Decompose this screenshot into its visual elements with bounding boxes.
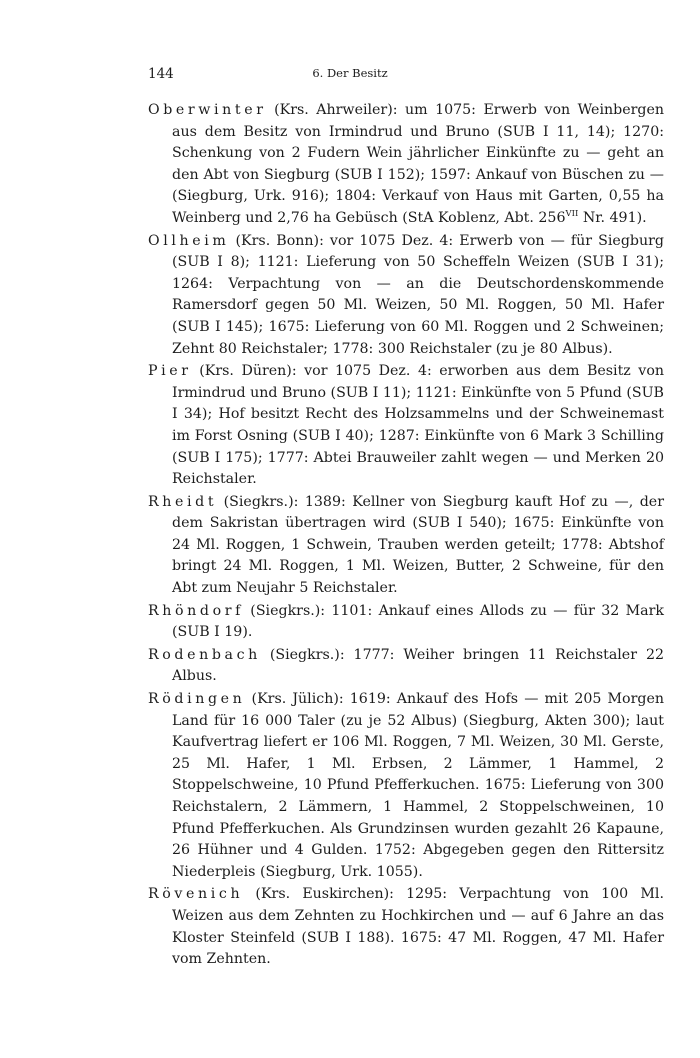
entry-roevenich — [148, 884, 664, 970]
entry-rhoendorf — [148, 601, 664, 644]
page-number: 144 — [148, 66, 174, 82]
entry-roedingen — [148, 689, 664, 883]
entry-text: (Krs. Ahrweiler): um 1075: Erwerb von Weinbergen aus dem Besitz von Irmindrud und Bruno (SUB I 11, 14); 1270: Schenkung von 2 Fudern Wein jährlicher Einkünfte zu — geht an den Abt von Siegburg (SUB I 152); 1597: Ankauf von Büschen zu — (Siegburg, Urk. 916); 1804: Verkauf von Haus mit Garten, 0,55 ha Weinberg und 2,76 ha Gebüsch (StA Koblenz, Abt. 256 — [172, 102, 665, 226]
entry-text: (Siegkrs.): 1101: Ankauf eines Allods zu — für 32 Mark (SUB I 19). — [172, 602, 664, 641]
entry-rheidt — [148, 492, 664, 600]
entry-oberwinter — [148, 100, 664, 230]
place-name: Ollheim — [148, 232, 230, 249]
entry-text-tail: Nr. 491). — [578, 209, 647, 226]
entry-text: (Krs. Düren): vor 1075 Dez. 4: erworben aus dem Besitz von Irmindrud und Bruno (SUB I 11); 1121: Einkünfte von 5 Pfund (SUB I 34); Hof besitzt Recht des Holzsammelns und der Schweinemast im Forst Osning (SUB I 40); 1287: Einkünfte von 6 Mark 3 Schilling (SUB I 175); 1777: Abtei Brauweiler zahlt wegen — und Merken 20 Reichstaler. — [172, 363, 664, 488]
running-header: 6. Der Besitz — [312, 66, 388, 80]
place-name: Pier — [148, 363, 192, 380]
entry-text: (Siegkrs.): 1389: Kellner von Siegburg kauft Hof zu —, der dem Sakristan übertragen wird (SUB I 540); 1675: Einkünfte von 24 Ml. Roggen, 1 Schwein, Trauben werden geteilt; 1778: Abtshof bringt 24 Ml. Roggen, 1 Ml. Weizen, Butter, 2 Schweine, für den Abt zum Neujahr 5 Reichstaler. — [172, 493, 664, 597]
place-name: Oberwinter — [148, 102, 267, 118]
place-name: Rödingen — [148, 691, 246, 708]
entry-text: (Krs. Euskirchen): 1295: Verpachtung von 100 Ml. Weizen aus dem Zehnten zu Hochkirchen und — auf 6 Jahre an das Kloster Steinfeld (SUB I 188). 1675: 47 Ml. Roggen, 47 Ml. Hafer vom Zehnten. — [172, 886, 664, 968]
entry-text: (Siegkrs.): 1777: Weiher bringen 11 Reichstaler 22 Albus. — [172, 646, 664, 685]
place-name: Rodenbach — [148, 646, 261, 663]
superscript: VII — [565, 208, 579, 219]
place-name: Rheidt — [148, 493, 218, 510]
entry-list — [148, 100, 664, 972]
entry-text: (Krs. Jülich): 1619: Ankauf des Hofs — mit 205 Morgen Land für 16 000 Taler (zu je 52 Albus) (Siegburg, Akten 300); laut Kaufvertrag liefert er 106 Ml. Roggen, 7 Ml. Weizen, 30 Ml. Gerste, 25 Ml. Hafer, 1 Ml. Erbsen, 2 Lämmer, 1 Hammel, 2 Stoppelschweine, 10 Pfund Pfefferkuchen. 1675: Lieferung von 300 Reichstalern, 2 Lämmern, 1 Hammel, 2 Stoppelschweinen, 10 Pfund Pfefferkuchen. Als Grundzinsen wurden gezahlt 26 Kapaune, 26 Hühner und 4 Gulden. 1752: Abgegeben gegen den Rittersitz Niederpleis (Siegburg, Urk. 1055). — [172, 691, 664, 880]
entry-pier — [148, 361, 664, 491]
entry-text: (Krs. Bonn): vor 1075 Dez. 4: Erwerb von — für Siegburg (SUB I 8); 1121: Lieferung von 50 Scheffeln Weizen (SUB I 31); 1264: Verpachtung von — an die Deutschordenskommende Ramersdorf gegen 50 Ml. Weizen, 50 Ml. Roggen, 50 Ml. Hafer (SUB I 145); 1675: Lieferung von 60 Ml. Roggen und 2 Schweinen; Zehnt 80 Reichstaler; 1778: 300 Reichstaler (zu je 80 Albus). — [172, 232, 664, 357]
place-name: Rövenich — [148, 886, 244, 903]
entry-ollheim — [148, 231, 664, 361]
place-name: Rhöndorf — [148, 602, 244, 619]
entry-rodenbach — [148, 645, 664, 688]
